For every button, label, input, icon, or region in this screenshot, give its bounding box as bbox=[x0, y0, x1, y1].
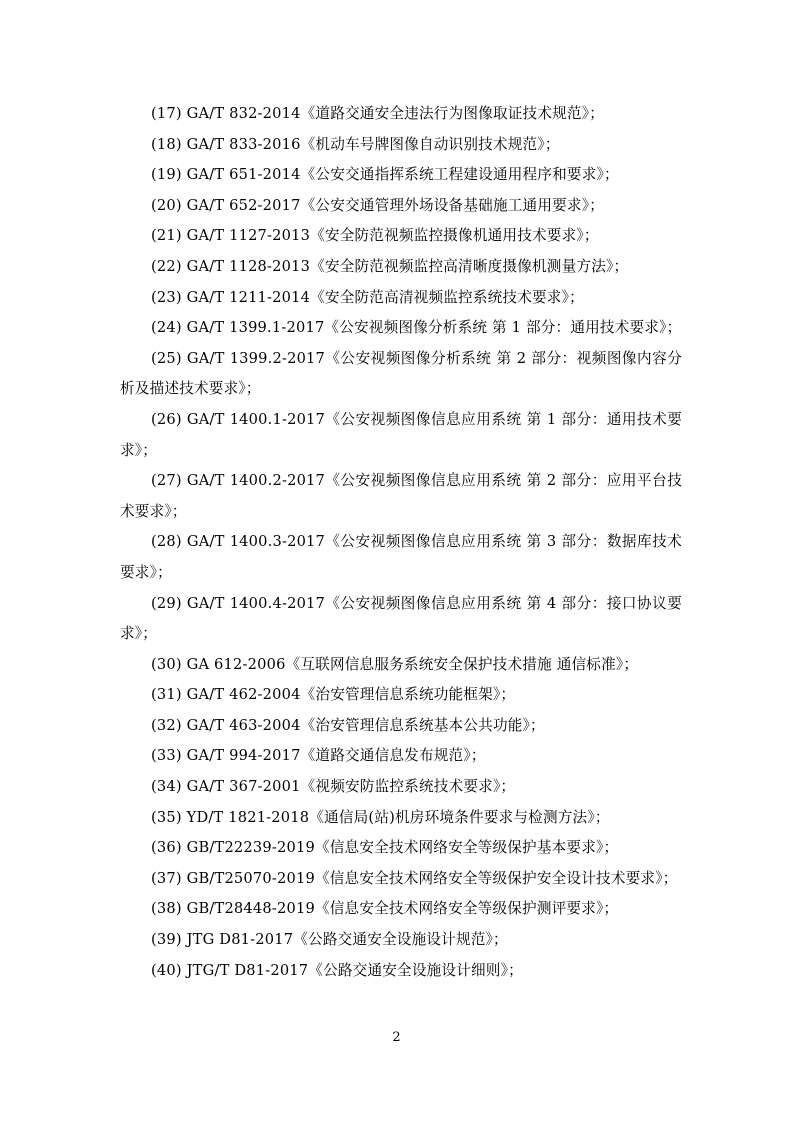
reference-text: GA/T 1211-2014《安全防范高清视频监控系统技术要求》； bbox=[186, 288, 584, 306]
reference-text: GA/T 463-2004《治安管理信息系统基本公共功能》； bbox=[186, 716, 545, 734]
reference-item bbox=[120, 711, 682, 742]
reference-text: GA/T 367-2001《视频安防监控系统技术要求》； bbox=[186, 778, 516, 796]
reference-number: (22) bbox=[151, 257, 182, 275]
reference-text: GA/T 1127-2013《安全防范视频监控摄像机通用技术要求》； bbox=[186, 227, 599, 245]
reference-number: (24) bbox=[151, 319, 182, 337]
reference-number: (39) bbox=[151, 931, 182, 949]
reference-text: GA 612-2006《互联网信息服务系统安全保护技术措施 通信标准》； bbox=[186, 655, 639, 673]
reference-item bbox=[120, 99, 682, 130]
reference-number: (32) bbox=[151, 716, 182, 734]
reference-text: YD/T 1821-2018《通信局(站)机房环境条件要求与检测方法》； bbox=[186, 808, 610, 826]
reference-number: (30) bbox=[151, 655, 182, 673]
page-number: 2 bbox=[392, 1030, 401, 1045]
reference-item bbox=[120, 130, 682, 161]
reference-item bbox=[120, 956, 682, 987]
reference-item bbox=[120, 833, 682, 864]
reference-item bbox=[120, 191, 682, 222]
reference-number: (37) bbox=[151, 869, 182, 887]
reference-text: GA/T 1399.2-2017《公安视频图像分析系统 第 2 部分：视频图像内容分析及描述技术要求》； bbox=[120, 349, 682, 398]
reference-text: GB/T22239-2019《信息安全技术网络安全等级保护基本要求》； bbox=[186, 839, 619, 857]
reference-text: GA/T 1399.1-2017《公安视频图像分析系统 第 1 部分：通用技术要求》； bbox=[186, 319, 682, 337]
reference-number: (18) bbox=[151, 135, 182, 153]
reference-number: (20) bbox=[151, 196, 182, 214]
reference-number: (17) bbox=[151, 105, 182, 122]
reference-number: (33) bbox=[151, 747, 182, 765]
reference-item bbox=[120, 405, 682, 466]
reference-item bbox=[120, 252, 682, 283]
reference-text: GA/T 994-2017《道路交通信息发布规范》； bbox=[186, 747, 486, 765]
reference-text: GA/T 832-2014《道路交通安全违法行为图像取证技术规范》； bbox=[186, 105, 604, 122]
reference-number: (40) bbox=[151, 961, 182, 979]
reference-text: GB/T25070-2019《信息安全技术网络安全等级保护安全设计技术要求》； bbox=[186, 869, 678, 887]
reference-number: (29) bbox=[151, 594, 182, 612]
reference-number: (28) bbox=[151, 533, 182, 551]
reference-text: GA/T 652-2017《公安交通管理外场设备基础施工通用要求》； bbox=[186, 196, 604, 214]
reference-item bbox=[120, 894, 682, 925]
reference-text: GA/T 1400.2-2017《公安视频图像信息应用系统 第 2 部分：应用平台技术要求》； bbox=[120, 472, 682, 520]
reference-text: GA/T 833-2016《机动车号牌图像自动识别技术规范》； bbox=[186, 135, 560, 153]
reference-text: JTG D81-2017《公路交通安全设施设计规范》； bbox=[186, 931, 508, 949]
reference-item bbox=[120, 772, 682, 803]
reference-item bbox=[120, 650, 682, 681]
reference-text: GA/T 651-2014《公安交通指挥系统工程建设通用程序和要求》； bbox=[186, 166, 619, 184]
reference-number: (21) bbox=[151, 227, 182, 245]
reference-number: (27) bbox=[151, 472, 182, 490]
reference-number: (23) bbox=[151, 288, 182, 306]
reference-item bbox=[120, 313, 682, 344]
reference-number: (35) bbox=[151, 808, 182, 826]
reference-text: GB/T28448-2019《信息安全技术网络安全等级保护测评要求》； bbox=[186, 900, 619, 918]
reference-item bbox=[120, 344, 682, 405]
reference-item bbox=[120, 221, 682, 252]
reference-item bbox=[120, 864, 682, 895]
reference-item bbox=[120, 589, 682, 650]
reference-item bbox=[120, 527, 682, 588]
reference-item bbox=[120, 466, 682, 527]
reference-item bbox=[120, 741, 682, 772]
reference-item bbox=[120, 925, 682, 956]
reference-list bbox=[120, 99, 682, 986]
reference-text: JTG/T D81-2017《公路交通安全设施设计细则》； bbox=[186, 961, 523, 979]
reference-text: GA/T 1400.4-2017《公安视频图像信息应用系统 第 4 部分：接口协议要求》； bbox=[120, 594, 682, 643]
reference-text: GA/T 1128-2013《安全防范视频监控高清晰度摄像机测量方法》； bbox=[186, 257, 629, 275]
reference-item bbox=[120, 160, 682, 191]
reference-number: (25) bbox=[151, 349, 182, 367]
reference-number: (31) bbox=[151, 686, 182, 704]
reference-number: (38) bbox=[151, 900, 182, 918]
reference-number: (36) bbox=[151, 839, 182, 857]
reference-item bbox=[120, 680, 682, 711]
reference-item bbox=[120, 283, 682, 314]
reference-number: (34) bbox=[151, 778, 182, 796]
reference-text: GA/T 1400.1-2017《公安视频图像信息应用系统 第 1 部分：通用技术要求》； bbox=[120, 410, 682, 459]
reference-text: GA/T 1400.3-2017《公安视频图像信息应用系统 第 3 部分：数据库技术要求》； bbox=[120, 533, 682, 581]
reference-number: (19) bbox=[151, 166, 182, 184]
reference-item bbox=[120, 803, 682, 834]
reference-text: GA/T 462-2004《治安管理信息系统功能框架》； bbox=[186, 686, 516, 704]
reference-number: (26) bbox=[151, 410, 182, 428]
